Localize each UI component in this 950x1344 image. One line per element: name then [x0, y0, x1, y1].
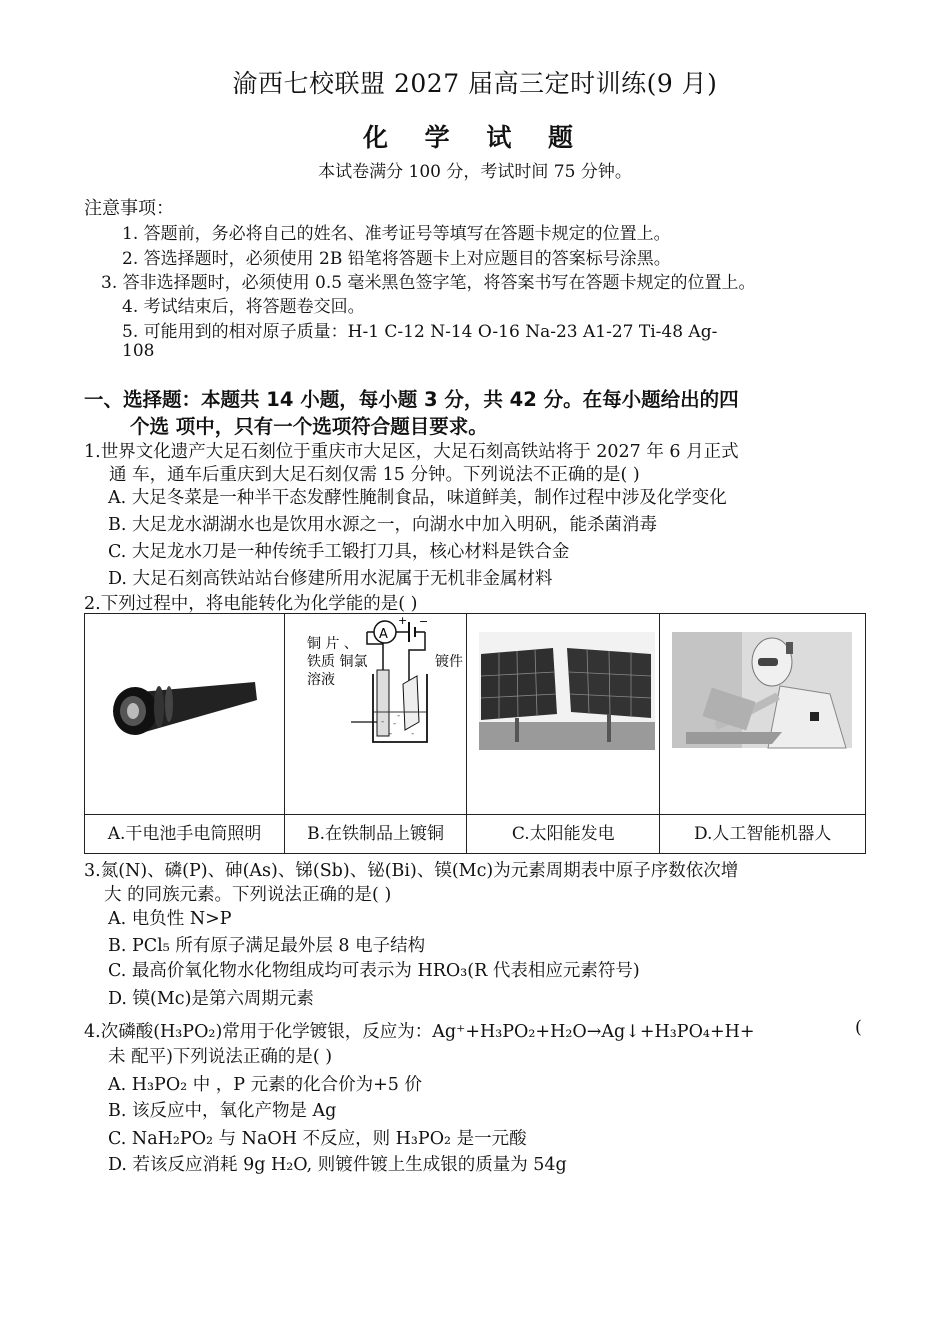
q4-stem-line1: 4.次磷酸(H₃PO₂)常用于化学镀银，反应为：Ag⁺+H₃PO₂+H₂O→Ag↓+H₃PO₄+H+	[84, 1022, 755, 1042]
q4-stem-paren: (	[855, 1018, 862, 1038]
electroplating-diagram	[285, 614, 466, 814]
q2-option-a: A.干电池手电筒照明	[85, 815, 285, 854]
section-heading-line1: 一、选择题：本题共 14 小题，每小题 3 分，共 42 分。在每小题给出的四	[84, 388, 739, 411]
q1-stem-line2: 通 车，通车后重庆到大足石刻仅需 15 分钟。下列说法不正确的是( )	[109, 465, 640, 485]
q3-option-d: D. 镆(Mc)是第六周期元素	[108, 989, 314, 1009]
diagram-label-solution: 溶液	[307, 672, 336, 688]
score-info: 本试卷满分 100 分，考试时间 75 分钟。	[318, 162, 632, 182]
svg-text:-: -	[397, 711, 401, 721]
q2-cell-b-image	[285, 614, 467, 815]
flashlight-image	[85, 614, 284, 814]
q3-stem-line1: 3.氮(N)、磷(P)、砷(As)、锑(Sb)、铋(Bi)、镆(Mc)为元素周期表中原子序数依次增	[84, 861, 739, 881]
q2-options-table	[84, 613, 866, 854]
q1-option-d: D. 大足石刻高铁站站台修建所用水泥属于无机非金属材料	[108, 569, 553, 589]
notice-item-5-cont: 108	[122, 341, 155, 361]
svg-text:-: -	[411, 729, 415, 739]
q1-option-c: C. 大足龙水刀是一种传统手工锻打刀具，核心材料是铁合金	[108, 542, 570, 562]
q2-option-d: D.人工智能机器人	[660, 815, 866, 854]
q3-stem-line2: 大 的同族元素。下列说法正确的是( )	[104, 885, 392, 905]
robot-image	[660, 614, 865, 814]
q1-option-a: A. 大足冬菜是一种半干态发酵性腌制食品，味道鲜美，制作过程中涉及化学变化	[108, 488, 727, 508]
svg-text:-: -	[393, 719, 397, 729]
q4-option-d: D. 若该反应消耗 9g H₂O, 则镀件镀上生成银的质量为 54g	[108, 1155, 567, 1175]
q3-option-c: C. 最高价氧化物水化物组成均可表示为 HRO₃(R 代表相应元素符号)	[108, 961, 640, 981]
notice-item-2: 2. 答选择题时，必须使用 2B 铅笔将答题卡上对应题目的答案标号涂黑。	[122, 249, 671, 269]
q2-cell-d-image	[660, 614, 866, 815]
q4-option-c: C. NaH₂PO₂ 与 NaOH 不反应，则 H₃PO₂ 是一元酸	[108, 1129, 527, 1149]
q2-option-c: C.太阳能发电	[467, 815, 660, 854]
notice-item-5: 5. 可能用到的相对原子质量：H-1 C-12 N-14 O-16 Na-23 A1-27 Ti-48 Ag-	[122, 322, 718, 342]
notice-item-1: 1. 答题前，务必将自己的姓名、准考证号等填写在答题卡规定的位置上。	[122, 224, 671, 244]
q1-stem-line1: 1.世界文化遗产大足石刻位于重庆市大足区，大足石刻高铁站将于 2027 年 6 月正式	[84, 442, 739, 462]
q4-option-a: A. H₃PO₂ 中 ，P 元素的化合价为+5 价	[108, 1075, 422, 1095]
q2-cell-c-image	[467, 614, 660, 815]
notice-item-3: 3. 答非选择题时，必须使用 0.5 毫米黑色签字笔，将答案书写在答题卡规定的位置上。	[101, 273, 756, 293]
diagram-label-iron: 铁质 铜氯	[307, 654, 368, 670]
q4-option-b: B. 该反应中，氧化产物是 Ag	[108, 1101, 337, 1121]
notice-heading: 注意事项：	[84, 198, 174, 219]
q2-cell-a-image	[85, 614, 285, 815]
q1-option-b: B. 大足龙水湖湖水也是饮用水源之一，向湖水中加入明矾，能杀菌消毒	[108, 515, 657, 535]
q3-option-b: B. PCl₅ 所有原子满足最外层 8 电子结构	[108, 936, 426, 956]
q2-option-b: B.在铁制品上镀铜	[285, 815, 467, 854]
notice-item-4: 4. 考试结束后，将答题卷交回。	[122, 297, 365, 317]
exam-title: 渝西七校联盟 2027 届高三定时训练(9 月)	[232, 69, 718, 98]
solar-panel-image	[467, 614, 659, 814]
plus-sign: +	[398, 614, 408, 627]
subject-title: 化 学 试 题	[362, 123, 588, 152]
svg-text:-: -	[381, 717, 385, 727]
q2-stem: 2.下列过程中，将电能转化为化学能的是( )	[84, 594, 418, 614]
svg-text:-: -	[389, 729, 393, 739]
ammeter-label: A	[379, 627, 388, 642]
q3-option-a: A. 电负性 N>P	[108, 909, 232, 929]
diagram-label-copper: 铜 片 、	[307, 636, 358, 652]
section-heading-line2: 个选 项中，只有一个选项符合题目要求。	[130, 415, 488, 438]
q4-stem-line2: 未 配平)下列说法正确的是( )	[108, 1047, 333, 1067]
diagram-label-plated-part: 镀件	[435, 654, 464, 670]
minus-sign: −	[419, 615, 429, 628]
